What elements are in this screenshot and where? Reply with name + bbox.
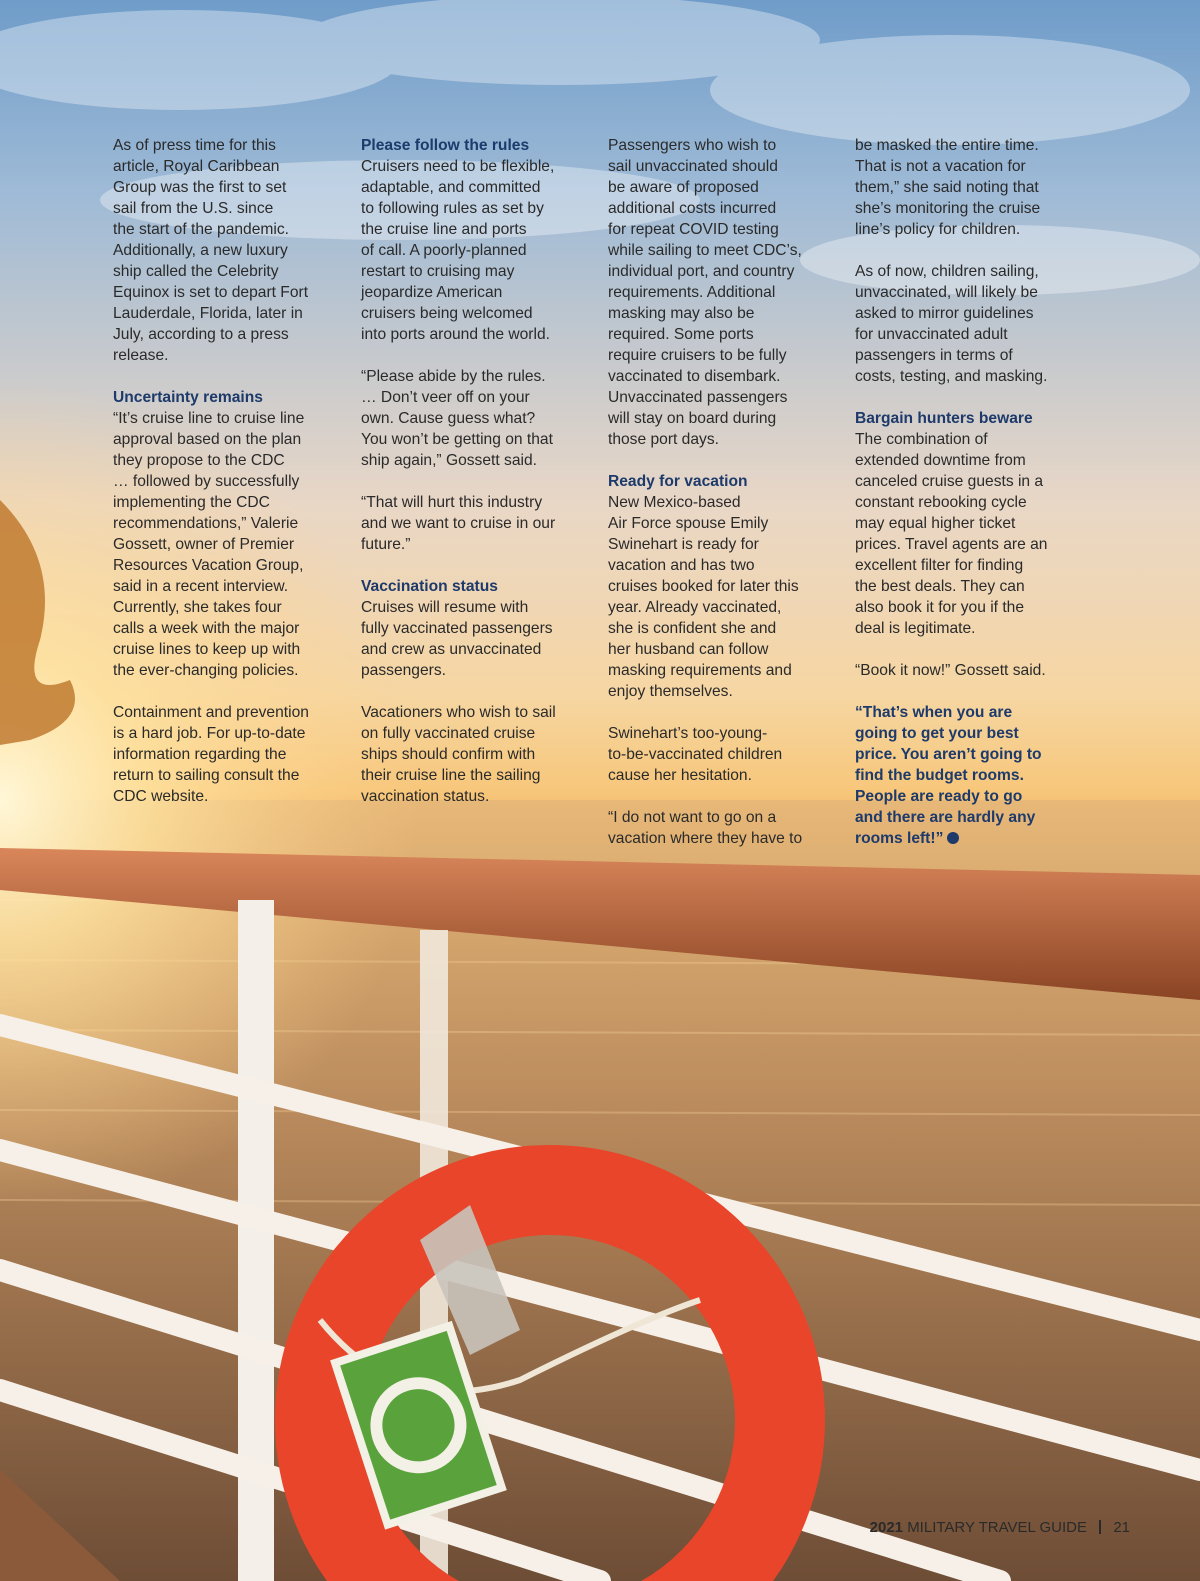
folio-year: 2021: [869, 1519, 904, 1536]
block-text: Cruisers need to be flexible, adaptable, and committed to following rules as set by the cruise line and ports of call. A poorly-planned restart to cruising may jeopardize American cruisers being welcomed into ports around the world.: [361, 158, 555, 343]
body-paragraph: [855, 135, 1080, 240]
body-paragraph: [608, 492, 833, 702]
block-text: As of now, children sailing, unvaccinated, will likely be asked to mirror guidelines for unvaccinated adult passengers in terms of costs, testing, and masking.: [855, 263, 1048, 385]
body-paragraph: [855, 429, 1080, 639]
block-text: Please follow the rules: [361, 137, 530, 154]
block-text: New Mexico-based Air Force spouse Emily Swinehart is ready for vacation and has two cruises booked for later this year. Already vaccinated, she is confident she and her husband can follow masking requirements and enjoy themselves.: [608, 494, 799, 700]
section-heading: [361, 135, 586, 156]
block-text: “That’s when you are going to get your best price. You aren’t going to find the budget rooms. People are ready to go and there are hardly any rooms left!”: [855, 704, 1042, 847]
block-text: “It’s cruise line to cruise line approval based on the plan they propose to the CDC … followed by successfully implementing the CDC recommendations,” Valerie Gossett, owner of Premier Resources Vacation Group, said in a recent interview. Currently, she takes four calls a week with the major cruise lines to keep up with the ever-changing policies.: [113, 410, 305, 679]
page-number: 21: [1113, 1519, 1130, 1536]
block-text: “Book it now!” Gossett said.: [855, 662, 1046, 679]
block-text: The combination of extended downtime from canceled cruise guests in a constant rebooking cycle may equal higher ticket prices. Travel agents are an excellent filter for finding the best deals. They can also book it for you if the deal is legitimate.: [855, 431, 1048, 637]
block-text: Swinehart’s too-young- to-be-vaccinated children cause her hesitation.: [608, 725, 783, 784]
body-paragraph: [113, 702, 338, 807]
end-mark-icon: [947, 832, 959, 844]
block-text: As of press time for this article, Royal Caribbean Group was the first to set sail from the U.S. since the start of the pandemic. Additionally, a new luxury ship called the Celebrity Equinox is set to depart Fort Lauderdale, Florida, later in July, according to a press release.: [113, 137, 309, 364]
article-column-3: [608, 135, 833, 870]
page-folio: [870, 1519, 1130, 1536]
block-text: Passengers who wish to sail unvaccinated should be aware of proposed additional costs incurred for repeat COVID testing while sailing to meet CDC’s, individual port, and country requirements. Additional masking may also be required. Some ports require cruisers to be fully vaccinated to disembark. Unvaccinated passengers will stay on board during those port days.: [608, 137, 802, 448]
body-paragraph: [361, 156, 586, 345]
body-paragraph: [113, 408, 338, 681]
body-paragraph: [608, 807, 833, 849]
body-paragraph: [608, 135, 833, 450]
article-column-1: [113, 135, 338, 828]
folio-divider: [1099, 1520, 1101, 1534]
section-heading: [855, 408, 1080, 429]
body-paragraph: [608, 723, 833, 786]
body-paragraph: [361, 492, 586, 555]
block-text: Uncertainty remains: [113, 389, 263, 406]
section-heading: [608, 471, 833, 492]
folio-title: MILITARY TRAVEL GUIDE: [907, 1519, 1087, 1536]
block-text: Cruises will resume with fully vaccinated passengers and crew as unvaccinated passengers.: [361, 599, 553, 679]
block-text: Vaccination status: [361, 578, 498, 595]
article-column-4: [855, 135, 1080, 849]
body-paragraph: [361, 366, 586, 471]
block-text: “That will hurt this industry and we want to cruise in our future.”: [361, 494, 556, 553]
block-text: Containment and prevention is a hard job. For up-to-date information regarding the return to sailing consult the CDC website.: [113, 704, 309, 805]
body-paragraph: [855, 261, 1080, 387]
article-column-2: [361, 135, 586, 828]
body-paragraph: [855, 660, 1080, 681]
block-text: be masked the entire time. That is not a vacation for them,” she said noting that she’s monitoring the cruise line’s policy for children.: [855, 137, 1041, 238]
pull-quote: [855, 702, 1080, 849]
section-heading: [361, 576, 586, 597]
body-paragraph: [113, 135, 338, 366]
block-text: Bargain hunters beware: [855, 410, 1033, 427]
block-text: Ready for vacation: [608, 473, 748, 490]
block-text: “I do not want to go on a vacation where they have to: [608, 809, 803, 847]
section-heading: [113, 387, 338, 408]
body-paragraph: [361, 597, 586, 681]
block-text: “Please abide by the rules. … Don’t veer off on your own. Cause guess what? You won’t be getting on that ship again,” Gossett said.: [361, 368, 553, 469]
body-paragraph: [361, 702, 586, 807]
block-text: Vacationers who wish to sail on fully vaccinated cruise ships should confirm with their cruise line the sailing vaccination status.: [361, 704, 556, 805]
